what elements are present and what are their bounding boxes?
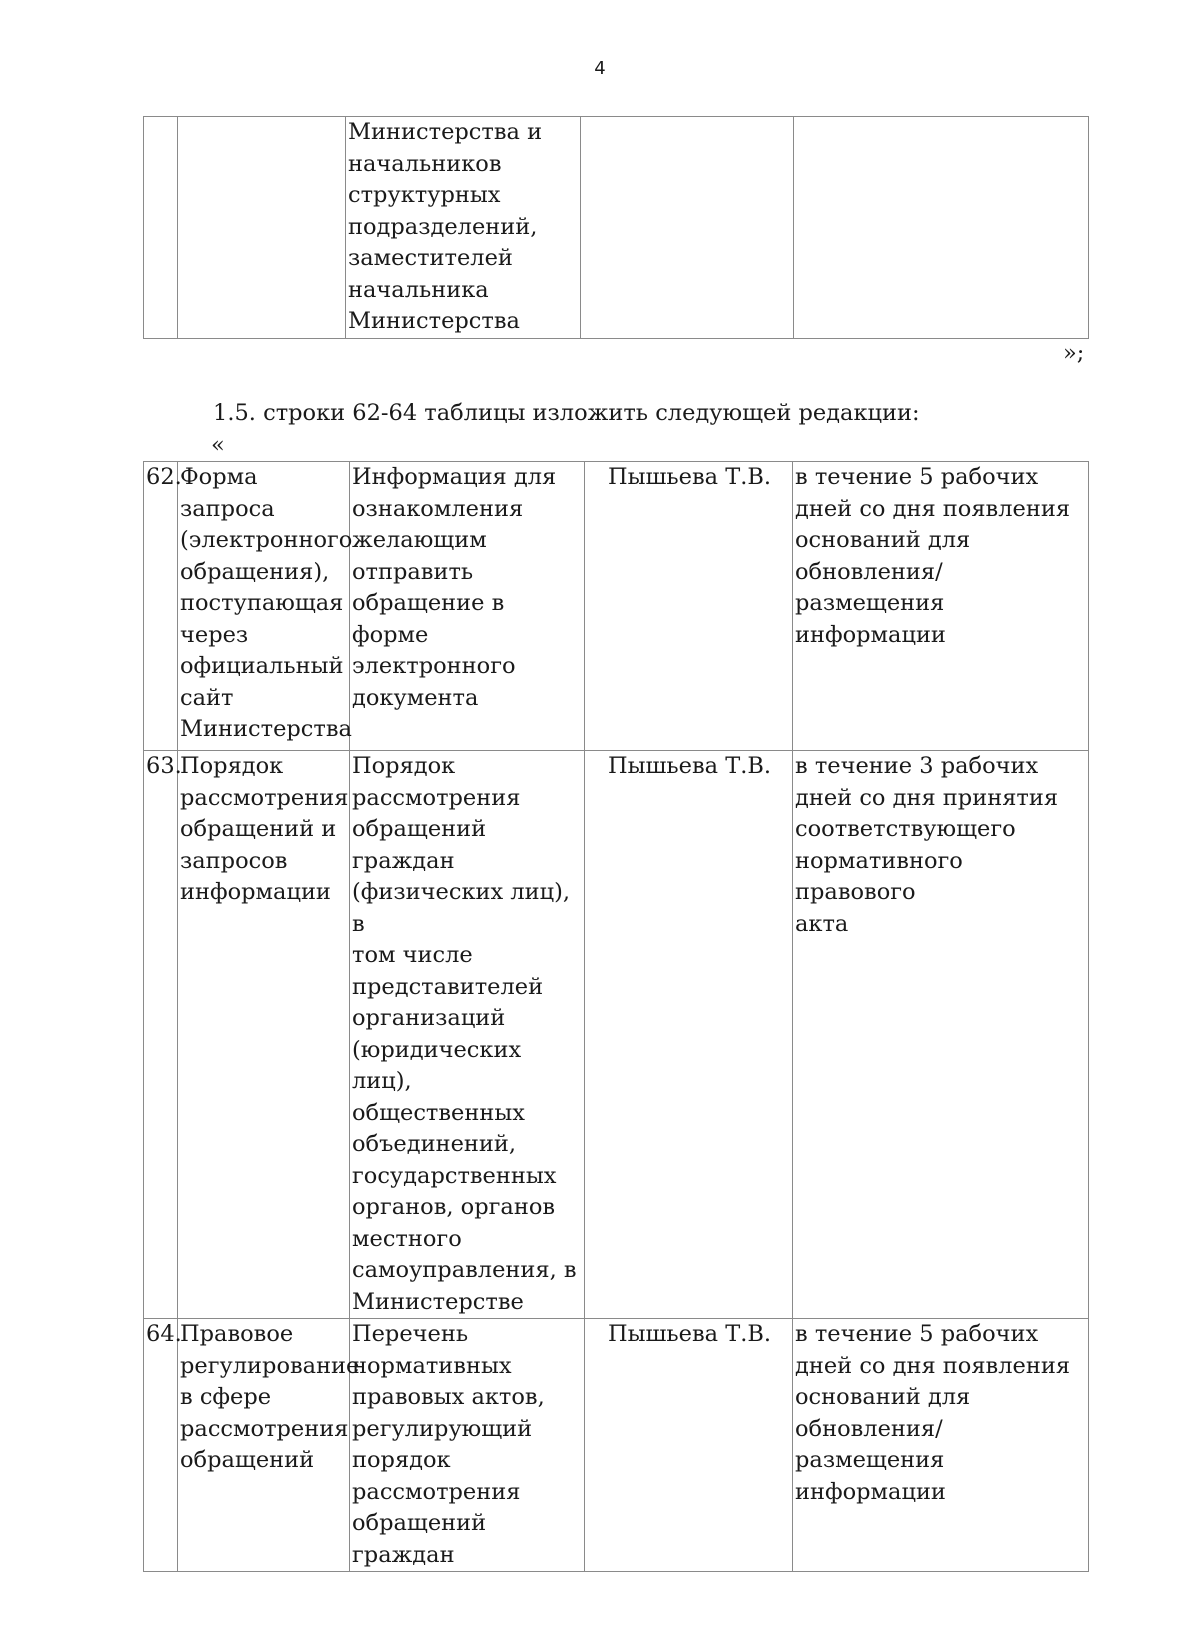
instruction-text: 1.5. строки 62-64 таблицы изложить следующей редакции: — [213, 400, 920, 426]
row-responsible-cell: Пышьева Т.В. — [585, 751, 793, 1319]
row-number-cell: 64. — [144, 1319, 178, 1572]
main-table — [143, 461, 1089, 1572]
opening-quote: « — [211, 432, 225, 458]
row-name-cell — [178, 117, 346, 339]
row-content-cell: Министерства и начальников структурных подразделений, заместителей начальника Министерства — [346, 117, 581, 339]
top-table-fragment — [143, 116, 1089, 339]
row-deadline-cell — [794, 117, 1089, 339]
row-responsible-cell: Пышьева Т.В. — [585, 1319, 793, 1572]
row-content-cell: Информация для ознакомления желающим отправить обращение в форме электронного документа — [350, 462, 585, 751]
table-row — [144, 117, 1089, 339]
table-row — [144, 462, 1089, 751]
row-number-cell: 63. — [144, 751, 178, 1319]
table-row — [144, 751, 1089, 1319]
row-responsible-cell — [581, 117, 794, 339]
table-row — [144, 1319, 1089, 1572]
row-name-cell: Порядок рассмотрения обращений и запросов информации — [178, 751, 350, 1319]
row-content-cell: Порядок рассмотрения обращений граждан (физических лиц), в том числе представителей организаций (юридических лиц), общественных объединений, государственных органов, органов местного самоуправления, в Министерстве — [350, 751, 585, 1319]
row-name-cell: Форма запроса (электронного обращения), поступающая через официальный сайт Министерства — [178, 462, 350, 751]
page-number: 4 — [594, 58, 606, 79]
row-number-cell — [144, 117, 178, 339]
row-responsible-cell: Пышьева Т.В. — [585, 462, 793, 751]
row-deadline-cell: в течение 3 рабочих дней со дня принятия соответствующего нормативного правового акта — [793, 751, 1089, 1319]
row-name-cell: Правовое регулирование в сфере рассмотрения обращений — [178, 1319, 350, 1572]
closing-quote: »; — [1063, 340, 1085, 366]
row-content-cell: Перечень нормативных правовых актов, регулирующий порядок рассмотрения обращений граждан — [350, 1319, 585, 1572]
row-deadline-cell: в течение 5 рабочих дней со дня появления оснований для обновления/размещения информации — [793, 462, 1089, 751]
row-deadline-cell: в течение 5 рабочих дней со дня появления оснований для обновления/размещения информации — [793, 1319, 1089, 1572]
row-number-cell: 62. — [144, 462, 178, 751]
